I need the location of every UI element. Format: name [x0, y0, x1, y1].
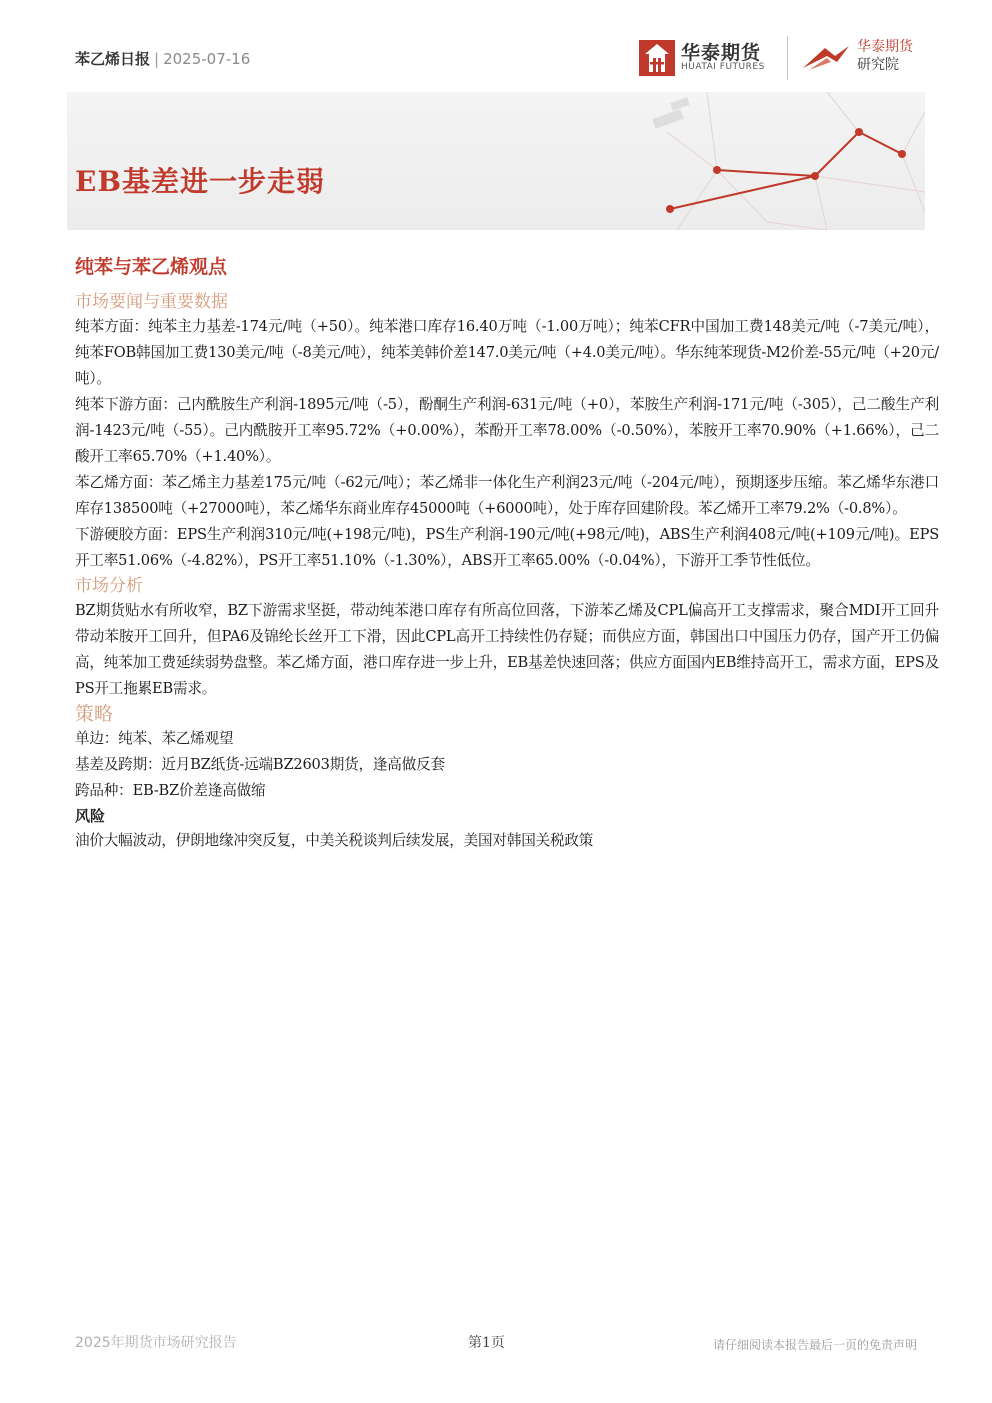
news-heading: 市场要闻与重要数据 [75, 292, 228, 312]
strategy-line-cross: 跨品种：EB-BZ价差逢高做缩 [75, 782, 266, 799]
research-institute-name [857, 38, 913, 74]
logo-divider [787, 36, 788, 80]
news-paragraph-benzene: 纯苯方面：纯苯主力基差-174元/吨（+50）。纯苯港口库存16.40万吨（-1.00万吨）；纯苯CFR中国加工费148美元/吨（-7美元/吨），纯苯FOB韩国加工费130美元/吨（-8美元/吨），纯苯美韩价差147.0美元/吨（+4.0美元/吨）。华东纯苯现货-M2价差-55元/吨（+20元/吨）。 [75, 318, 939, 387]
footer-report-label: 2025年期货市场研究报告 [75, 1335, 237, 1351]
huatai-logo-icon [639, 40, 675, 76]
strategy-line-basis: 基差及跨期：近月BZ纸货-远端BZ2603期货，逢高做反套 [75, 756, 445, 773]
analysis-paragraph: BZ期货贴水有所收窄，BZ下游需求坚挺，带动纯苯港口库存有所高位回落，下游苯乙烯及CPL偏高开工支撑需求，聚合MDI开工回升带动苯胺开工回升，但PA6及锦纶长丝开工下滑，因此CPL高开工持续性仍存疑；而供应方面，韩国出口中国压力仍存，国产开工仍偏高，纯苯加工费延续弱势盘整。苯乙烯方面，港口库存进一步上升，EB基差快速回落；供应方面国内EB维持高开工，需求方面，EPS及PS开工拖累EB需求。 [75, 602, 939, 697]
logo-english-name: HUATAI FUTURES [681, 62, 765, 72]
footer-disclaimer: 请仔细阅读本报告最后一页的免责声明 [712, 1338, 917, 1352]
page-footer [75, 1330, 917, 1360]
report-header [75, 48, 250, 69]
huatai-logo-group [639, 36, 925, 80]
news-paragraph-downstream-plastics: 下游硬胶方面：EPS生产利润310元/吨(+198元/吨)，PS生产利润-190元/吨(+98元/吨)，ABS生产利润408元/吨(+109元/吨)。EPS开工率51.06%（-4.82%），PS开工率51.10%（-1.30%），ABS开工率65.00%（-0.04%），下游开工季节性低位。 [75, 526, 939, 569]
page-number: 第1页 [468, 1335, 505, 1351]
news-paragraph-styrene: 苯乙烯方面：苯乙烯主力基差175元/吨（-62元/吨）；苯乙烯非一体化生产利润23元/吨（-204元/吨），预期逐步压缩。苯乙烯华东港口库存138500吨（+27000吨），苯乙烯华东商业库存45000吨（+6000吨），处于库存回建阶段。苯乙烯开工率79.2%（-0.8%）。 [75, 474, 939, 517]
main-content [75, 254, 939, 854]
research-institute-line1: 华泰期货 [857, 39, 913, 55]
page-header [75, 39, 925, 82]
analysis-heading: 市场分析 [75, 576, 143, 596]
research-institute-logo-icon [801, 42, 851, 72]
risk-text: 油价大幅波动，伊朗地缘冲突反复，中美关税谈判后续发展，美国对韩国关税政策 [75, 832, 594, 849]
report-date: 2025-07-16 [163, 50, 251, 68]
report-name: 苯乙烯日报 [75, 50, 151, 68]
logo-chinese-name: 华泰期货 [681, 42, 762, 64]
risk-heading: 风险 [75, 807, 106, 825]
title-banner [67, 92, 925, 230]
research-institute-line2: 研究院 [857, 57, 899, 73]
header-separator: | [154, 50, 160, 68]
section-title: 纯苯与苯乙烯观点 [75, 256, 228, 278]
page-title: EB基差进一步走弱 [75, 165, 326, 198]
strategy-heading: 策略 [75, 703, 114, 725]
strategy-line-single: 单边：纯苯、苯乙烯观望 [75, 730, 234, 747]
news-paragraph-benzene-downstream: 纯苯下游方面：己内酰胺生产利润-1895元/吨（-5），酚酮生产利润-631元/吨（+0），苯胺生产利润-171元/吨（-305），己二酸生产利润-1423元/吨（-55）。己内酰胺开工率95.72%（+0.00%），苯酚开工率78.00%（-0.50%），苯胺开工率70.90%（+1.66%），己二酸开工率65.70%（+1.40%）。 [75, 396, 939, 465]
